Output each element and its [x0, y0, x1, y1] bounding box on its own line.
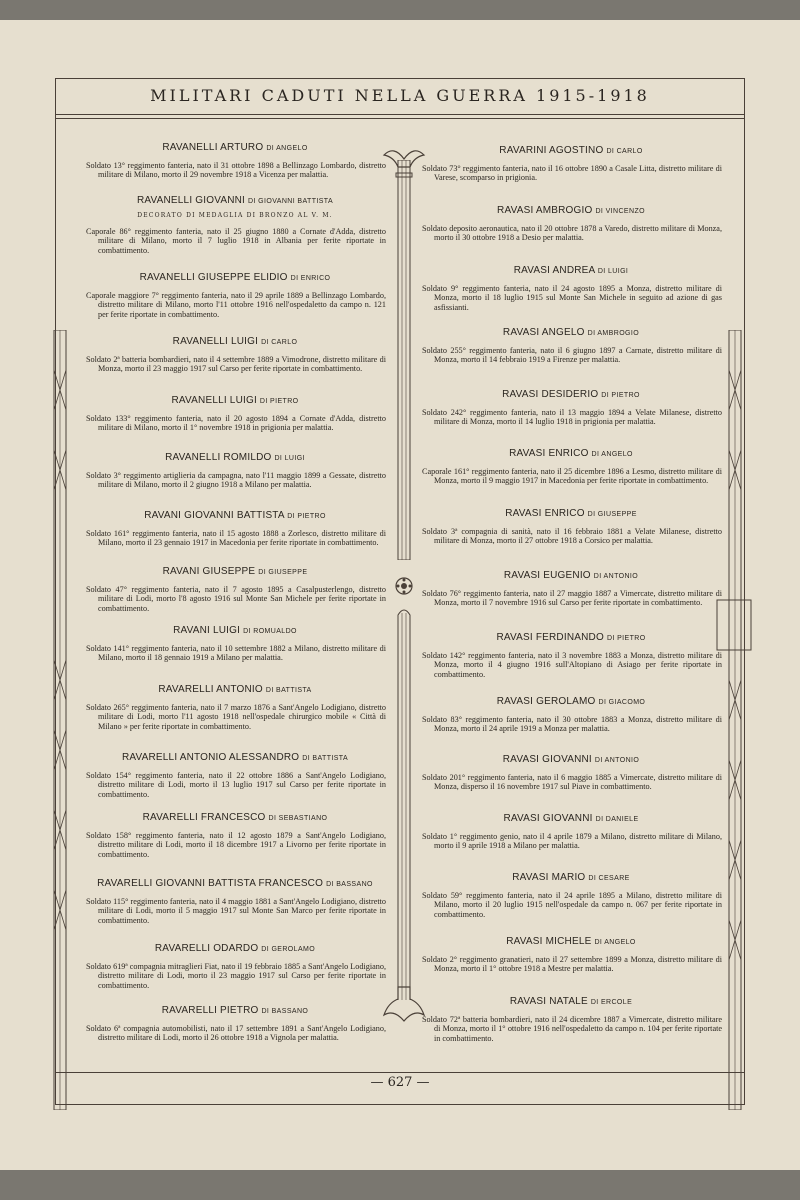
entry-text: Caporale maggiore 7° reggimento fanteria, nato il 29 aprile 1889 a Bellinzago Lombardo, distretto militare di Milano, morto l'11 ottobre 1916 nell'ospedaletto da campo n. 121 per ferite riportate in combattimento. [86, 291, 386, 319]
entry-name: RAVARELLI FRANCESCO DI SEBASTIANO [142, 812, 328, 823]
entry-name: RAVARELLI ANTONIO ALESSANDRO DI BATTISTA [121, 752, 349, 763]
entry-name: RAVASI GIOVANNI DI ANTONIO [502, 754, 640, 765]
column-shaft [397, 605, 411, 1000]
lance-ornament-left [48, 330, 72, 1110]
entry [420, 632, 722, 679]
entry [84, 272, 386, 319]
entry-text: Soldato 142° reggimento fanteria, nato il 3 novembre 1883 a Monza, distretto militare di Monza, morto il 4 giugno 1916 sull'Altopiano di Asiago per ferite riportate in combattimento. [422, 651, 722, 679]
entry [84, 452, 386, 490]
entry [420, 508, 722, 546]
entry [84, 684, 386, 731]
entry-text: Soldato 242° reggimento fanteria, nato il 13 maggio 1894 a Velate Milanese, distretto militare di Monza, morto il 14 luglio 1918 in prigionia per malattia. [422, 408, 722, 427]
entry [420, 389, 722, 427]
entry-name: RAVASI ENRICO DI GIUSEPPE [505, 508, 637, 519]
entry-text: Soldato 59° reggimento fanteria, nato il 24 aprile 1895 a Milano, distretto militare di Milano, morto il 20 luglio 1915 nell'ospedale da campo n. 067 per ferite riportate in combattimento. [422, 891, 722, 919]
entry [420, 936, 722, 974]
entry-name: RAVANELLI ROMILDO DI LUIGI [165, 452, 305, 463]
column-shaft [397, 160, 411, 560]
entry-text: Soldato 161° reggimento fanteria, nato il 15 agosto 1888 a Zorlesco, distretto militare di Milano, morto il 23 gennaio 1917 in Macedonia per ferite riportate in combattimento. [86, 529, 386, 548]
title-rule [55, 118, 745, 119]
entry-name: RAVARELLI ODARDO DI GEROLAMO [154, 943, 316, 954]
entry-text: Soldato 133° reggimento fanteria, nato il 20 agosto 1894 a Cornate d'Adda, distretto militare di Milano, morto il 1° novembre 1918 in prigionia per malattia. [86, 414, 386, 433]
entry [84, 336, 386, 374]
entry [420, 327, 722, 365]
entry [420, 265, 722, 312]
entry [84, 195, 386, 255]
entry [420, 205, 722, 243]
entry-name: RAVASI EUGENIO DI ANTONIO [503, 570, 639, 581]
entry [84, 142, 386, 180]
entry-text: Soldato 47° reggimento fanteria, nato il 7 agosto 1895 a Casalpusterlengo, distretto militare di Lodi, morto l'8 agosto 1916 sul Monte San Michele per ferite riportate in combattimento. [86, 585, 386, 613]
entry-name: RAVARINI AGOSTINO DI CARLO [499, 145, 643, 156]
entry [84, 625, 386, 663]
entry-text: Soldato 2° reggimento granatieri, nato il 27 settembre 1899 a Monza, distretto militare di Monza, morto il 1° ottobre 1918 a Mestre per malattia. [422, 955, 722, 974]
entry-text: Soldato 201° reggimento fanteria, nato il 6 maggio 1885 a Vimercate, distretto militare di Monza, disperso il 16 novembre 1917 sul Piave in combattimento. [422, 773, 722, 792]
entry-name: RAVARELLI PIETRO DI BASSANO [161, 1005, 309, 1016]
entry-text: Soldato deposito aeronautica, nato il 20 ottobre 1878 a Varedo, distretto militare di Monza, morto il 30 ottobre 1918 a Desio per malattia. [422, 224, 722, 243]
entry-name: RAVASI ENRICO DI ANGELO [509, 448, 633, 459]
entry [84, 510, 386, 548]
entry-text: Soldato 72ª batteria bombardieri, nato il 24 dicembre 1887 a Vimercate, distretto militare di Monza, morto il 1° ottobre 1916 nell'ospedaletto da campo n. 104 per ferite riportate in combattimento. [422, 1015, 722, 1043]
entry-text: Soldato 265° reggimento fanteria, nato il 7 marzo 1876 a Sant'Angelo Lodigiano, distretto militare di Lodi, morto l'11 agosto 1918 nell'ospedale chirurgico mobile « Città di Milano » per ferite riportate in combattimento. [86, 703, 386, 731]
entry-name: RAVANI LUIGI DI ROMUALDO [173, 625, 297, 636]
entry-name: RAVASI FERDINANDO DI PIETRO [496, 632, 646, 643]
entry [420, 448, 722, 486]
title-rule [55, 114, 745, 115]
entry [420, 696, 722, 734]
entry [84, 1005, 386, 1043]
entry-name: RAVASI MARIO DI CESARE [512, 872, 630, 883]
page-number: — 627 — [370, 1075, 430, 1090]
entry-text: Caporale 161° reggimento fanteria, nato il 25 dicembre 1896 a Lesmo, distretto militare di Monza, morto il 9 maggio 1917 in Macedonia per ferite riportate in combattimento. [422, 467, 722, 486]
entry-name: RAVARELLI ANTONIO DI BATTISTA [158, 684, 312, 695]
entry-text: Soldato 3° reggimento artiglieria da campagna, nato l'11 maggio 1899 a Gessate, distretto militare di Milano, morto il 2 giugno 1918 a Milano per malattia. [86, 471, 386, 490]
page-title: MILITARI CADUTI NELLA GUERRA 1915-1918 [150, 86, 650, 105]
entry-text: Soldato 619ª compagnia mitraglieri Fiat, nato il 19 febbraio 1885 a Sant'Angelo Lodigiano, distretto militare di Lodi, morto il 23 maggio 1917 sul Carso per ferite riportate in combattimento. [86, 962, 386, 990]
entry-text: Soldato 141° reggimento fanteria, nato il 10 settembre 1882 a Milano, distretto militare di Milano, morto il 18 gennaio 1919 a Milano per malattia. [86, 644, 386, 663]
entry-text: Soldato 2ª batteria bombardieri, nato il 4 settembre 1889 a Vimodrone, distretto militare di Monza, morto il 23 maggio 1917 sul Carso per ferite riportate in combattimento. [86, 355, 386, 374]
entry [84, 878, 386, 925]
entry [84, 752, 386, 799]
entry [420, 570, 722, 608]
entry-text: Soldato 76° reggimento fanteria, nato il 27 maggio 1887 a Vimercate, distretto militare di Monza, morto il 7 novembre 1916 sul Carso per ferite riportate in combattimento. [422, 589, 722, 608]
entry-name: RAVANI GIUSEPPE DI GIUSEPPE [162, 566, 308, 577]
entry-text: Soldato 73° reggimento fanteria, nato il 16 ottobre 1890 a Casale Litta, distretto militare di Varese, scomparso in prigionia. [422, 164, 722, 183]
entry-text: Soldato 13° reggimento fanteria, nato il 31 ottobre 1898 a Bellinzago Lombardo, distretto militare di Milano, morto il 29 novembre 1918 a Vicenza per malattia. [86, 161, 386, 180]
entry-text: Soldato 115° reggimento fanteria, nato il 4 maggio 1881 a Sant'Angelo Lodigiano, distretto militare di Lodi, morto il 5 maggio 1917 sul Monte San Marco per ferite riportate in combattimento. [86, 897, 386, 925]
entry-text: Soldato 9° reggimento fanteria, nato il 24 agosto 1895 a Monza, distretto militare di Monza, morto il 18 luglio 1915 sul Monte San Michele in seguito ad azione di gas asfissianti. [422, 284, 722, 312]
entry-name: RAVASI AMBROGIO DI VINCENZO [497, 205, 645, 216]
entry-text: Soldato 1° reggimento genio, nato il 4 aprile 1879 a Milano, distretto militare di Milano, morto il 9 aprile 1918 a Milano per malattia. [422, 832, 722, 851]
entry-name: RAVASI ANDREA DI LUIGI [513, 265, 629, 276]
entry-text: Soldato 158° reggimento fanteria, nato il 12 agosto 1879 a Sant'Angelo Lodigiano, distretto militare di Lodi, morto il 18 dicembre 1917 a Livorno per ferite riportate in combattimento. [86, 831, 386, 859]
entry [84, 395, 386, 433]
entry-decoration: DECORATO DI MEDAGLIA DI BRONZO AL V. M. [137, 212, 333, 219]
entry [84, 566, 386, 613]
entry [420, 872, 722, 919]
rosette-icon [394, 576, 414, 596]
entry-text: Soldato 154° reggimento fanteria, nato il 22 ottobre 1886 a Sant'Angelo Lodigiano, distretto militare di Lodi, morto il 13 luglio 1917 sul Carso per ferite riportate in combattimento. [86, 771, 386, 799]
entry-name: RAVANELLI GIUSEPPE ELIDIO DI ENRICO [139, 272, 331, 283]
entry-name: RAVASI MICHELE DI ANGELO [506, 936, 636, 947]
entry [420, 996, 722, 1043]
entry-text: Soldato 6ª compagnia automobilisti, nato il 17 settembre 1891 a Sant'Angelo Lodigiano, distretto militare di Lodi, morto il 26 ottobre 1918 a Vignola per malattia. [86, 1024, 386, 1043]
entry [420, 754, 722, 792]
footer-rule [55, 1072, 745, 1073]
entry [420, 145, 722, 183]
entry-name: RAVANELLI GIOVANNI DI GIOVANNI BATTISTA [136, 195, 334, 206]
entry-name: RAVASI DESIDERIO DI PIETRO [502, 389, 640, 400]
entry-name: RAVANELLI LUIGI DI PIETRO [171, 395, 299, 406]
entry-name: RAVANELLI LUIGI DI CARLO [172, 336, 298, 347]
entry-text: Soldato 3ª compagnia di sanità, nato il 16 febbraio 1881 a Velate Milanese, distretto militare di Monza, morto il 27 ottobre 1918 a Corsico per malattia. [422, 527, 722, 546]
entry [84, 943, 386, 990]
entry [420, 813, 722, 851]
entry-text: Caporale 86° reggimento fanteria, nato il 25 giugno 1880 a Cornate d'Adda, distretto militare di Milano, morto il 7 luglio 1918 in Albania per ferite riportate in combattimento. [86, 227, 386, 255]
entry-name: RAVASI GIOVANNI DI DANIELE [503, 813, 639, 824]
entry-name: RAVASI GEROLAMO DI GIACOMO [496, 696, 646, 707]
entry-text: Soldato 83° reggimento fanteria, nato il 30 ottobre 1883 a Monza, distretto militare di Monza, morto il 24 aprile 1919 a Monza per malattia. [422, 715, 722, 734]
entry [84, 812, 386, 859]
entry-name: RAVARELLI GIOVANNI BATTISTA FRANCESCO DI BASSANO [97, 878, 373, 889]
entry-text: Soldato 255° reggimento fanteria, nato il 6 giugno 1897 a Carnate, distretto militare di Monza, morto il 14 febbraio 1919 a Firenze per malattia. [422, 346, 722, 365]
entry-name: RAVANI GIOVANNI BATTISTA DI PIETRO [144, 510, 326, 521]
entry-name: RAVASI ANGELO DI AMBROGIO [502, 327, 640, 338]
entry-name: RAVANELLI ARTURO DI ANGELO [162, 142, 308, 153]
entry-name: RAVASI NATALE DI ERCOLE [509, 996, 633, 1007]
